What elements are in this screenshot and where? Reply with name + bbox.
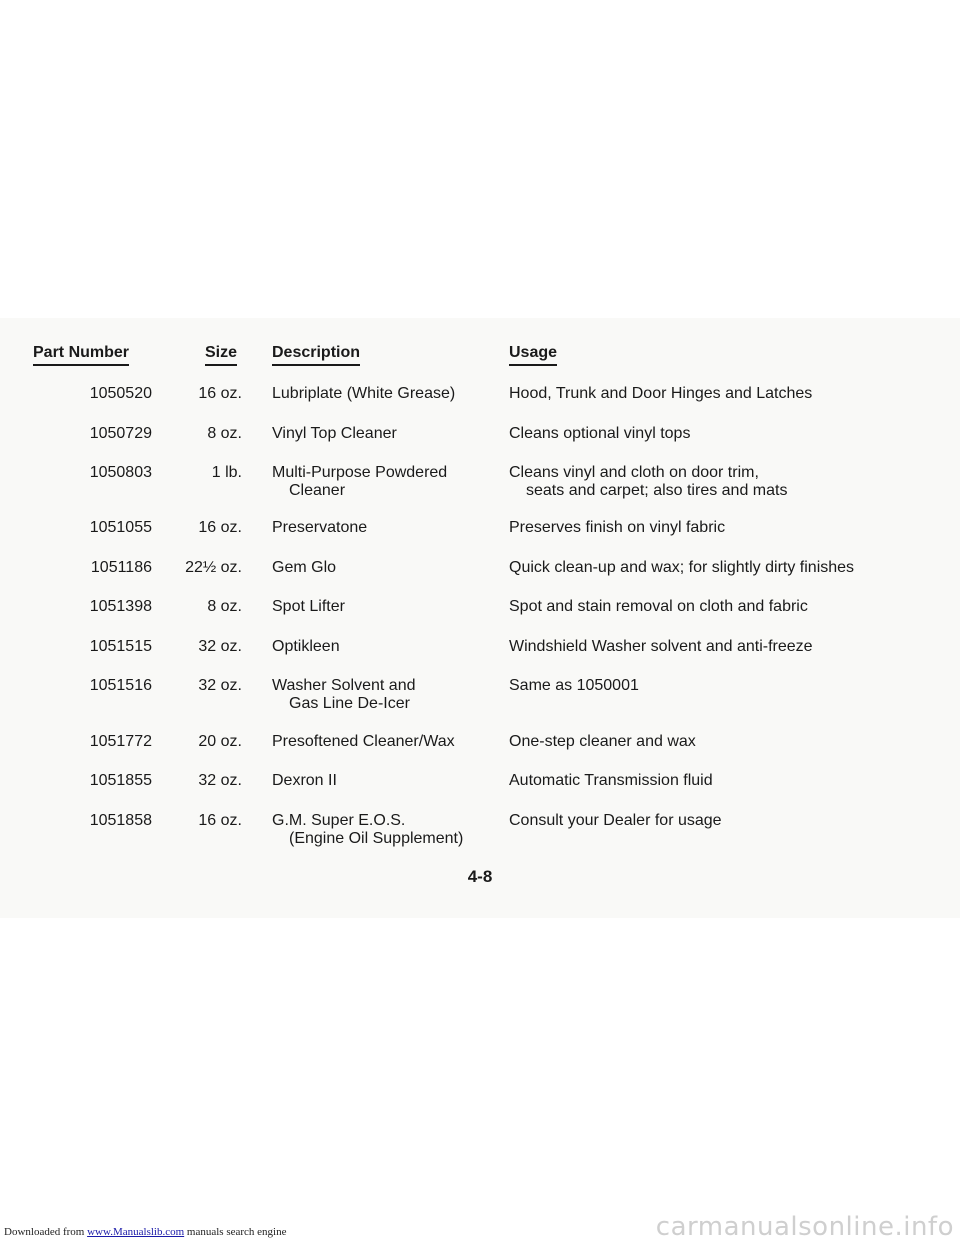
description-cell: Preservatone: [272, 519, 368, 536]
description-cell: Washer Solvent and: [272, 677, 416, 694]
usage-cell: Automatic Transmission fluid: [509, 772, 713, 789]
size-cell: 8 oz.: [207, 425, 242, 442]
usage-cell: Quick clean-up and wax; for slightly dirty finishes: [509, 559, 855, 576]
download-footer: [4, 1226, 286, 1238]
part-number-cell: 1051515: [89, 638, 152, 655]
part-number-cell: 1051855: [89, 772, 152, 789]
usage-cell: Cleans optional vinyl tops: [509, 425, 691, 442]
part-number-cell: 1050729: [89, 425, 152, 442]
part-number-cell: 1050520: [89, 385, 152, 402]
part-number-cell: 1051858: [89, 812, 152, 829]
description-cell: Dexron II: [272, 772, 337, 789]
size-cell: 32 oz.: [198, 638, 242, 655]
description-cell: Optikleen: [272, 638, 340, 655]
description-cell: Vinyl Top Cleaner: [272, 425, 397, 442]
watermark-text: carmanualsonline.info: [655, 1212, 954, 1242]
usage-cell: Cleans vinyl and cloth on door trim,: [509, 464, 759, 481]
size-cell: 32 oz.: [198, 772, 242, 789]
usage-cell: Windshield Washer solvent and anti-freeze: [509, 638, 813, 655]
description-cell: Presoftened Cleaner/Wax: [272, 733, 455, 750]
description-cell: Multi-Purpose Powdered: [272, 464, 448, 481]
description-cell-line2: Cleaner: [289, 482, 346, 499]
size-cell: 32 oz.: [198, 677, 242, 694]
description-cell: Spot Lifter: [272, 598, 345, 615]
part-number-cell: 1051186: [90, 559, 152, 576]
size-cell: 8 oz.: [207, 598, 242, 615]
usage-cell: Consult your Dealer for usage: [509, 812, 722, 829]
size-cell: 20 oz.: [198, 733, 242, 750]
part-number-cell: 1051772: [89, 733, 152, 750]
header-usage: Usage: [509, 343, 557, 366]
description-cell: Lubriplate (White Grease): [272, 385, 456, 402]
description-cell: G.M. Super E.O.S.: [272, 812, 406, 829]
size-cell: 1 lb.: [211, 464, 242, 481]
part-number-cell: 1051516: [89, 677, 152, 694]
header-part-number: Part Number: [33, 343, 129, 366]
usage-cell-line2: seats and carpet; also tires and mats: [526, 482, 788, 499]
usage-cell: One-step cleaner and wax: [509, 733, 696, 750]
description-cell-line2: Gas Line De-Icer: [289, 695, 410, 712]
usage-cell: Hood, Trunk and Door Hinges and Latches: [509, 385, 813, 402]
usage-cell: Spot and stain removal on cloth and fabric: [509, 598, 808, 615]
footer-prefix: Downloaded from: [4, 1226, 85, 1238]
part-number-cell: 1051398: [89, 598, 152, 615]
size-cell: 16 oz.: [198, 812, 242, 829]
page-number: 4-8: [467, 867, 493, 886]
description-cell-line2: (Engine Oil Supplement): [289, 830, 464, 847]
usage-cell: Preserves finish on vinyl fabric: [509, 519, 726, 536]
footer-suffix: manuals search engine: [186, 1226, 287, 1238]
manualslib-link[interactable]: www.Manualslib.com: [87, 1226, 185, 1238]
part-number-cell: 1050803: [89, 464, 152, 481]
header-description: Description: [272, 343, 360, 366]
size-cell: 22½ oz.: [185, 559, 242, 576]
part-number-cell: 1051055: [89, 519, 152, 536]
usage-cell: Same as 1050001: [509, 677, 639, 694]
size-cell: 16 oz.: [198, 385, 242, 402]
size-cell: 16 oz.: [198, 519, 242, 536]
description-cell: Gem Glo: [272, 559, 337, 576]
header-size: Size: [205, 343, 237, 366]
